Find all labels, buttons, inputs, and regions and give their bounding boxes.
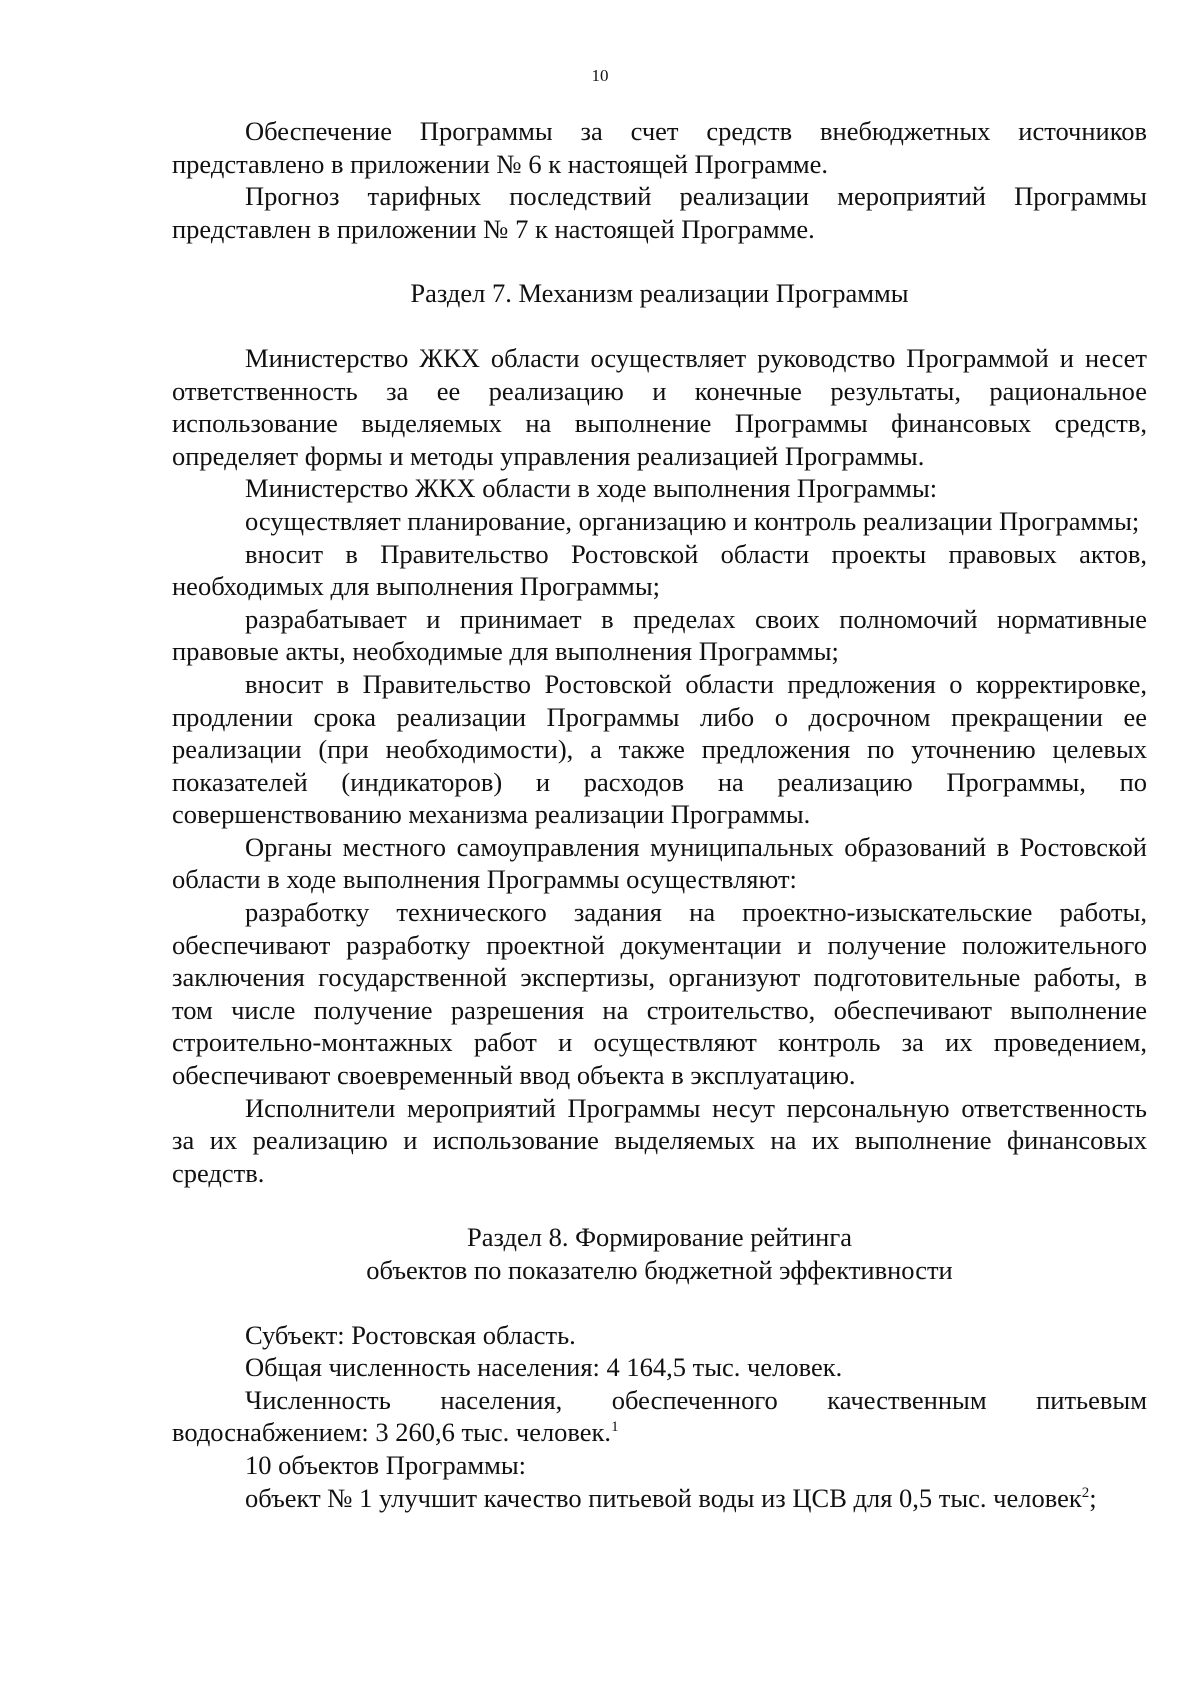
object-1-end: ; [1089,1482,1097,1513]
supplied-population-text: Численность населения, обеспеченного качественным питьевым водоснабжением: 3 260,6 тыс. человек. [172,1384,1147,1448]
footnote-1-marker: 1 [611,1419,619,1436]
paragraph-executors-responsibility: Исполнители мероприятий Программы несут персональную ответственность за их реализацию и использование выделяемых на их выполнение финансовых средств. [172,1092,1147,1188]
section-8-heading-line2: объектов по показателю бюджетной эффективности [366,1255,953,1285]
paragraph-local-authorities-duties: разработку технического задания на проектно-изыскательские работы, обеспечивают разработку проектной документации и получение положительного заключения государственной экспертизы, организуют подготовительные работы, в том числе получение разрешения на строительство, обеспечивают выполнение строительно-монтажных работ и осуществляют контроль за их проведением, обеспечивают своевременный ввод объекта в эксплуатацию. [172,897,1147,1091]
object-1-text: объект № 1 улучшит качество питьевой воды из ЦСВ для 0,5 тыс. человек [245,1482,1082,1513]
document-body [172,115,1147,1514]
paragraph-duty-planning: осуществляет планирование, организацию и контроль реализации Программы; [245,505,1140,536]
page-number: 10 [591,66,609,85]
paragraph-duty-normative-acts: разрабатывает и принимает в пределах своих полномочий нормативные правовые акты, необходимые для выполнения Программы; [172,603,1147,667]
paragraph-funding-extrabudgetary: Обеспечение Программы за счет средств внебюджетных источников представлено в приложении № 6 к настоящей Программе. [172,116,1147,179]
section-7-heading: Раздел 7. Механизм реализации Программы [410,278,909,309]
paragraph-duty-legal-acts: вносит в Правительство Ростовской области проекты правовых актов, необходимых для выполнения Программы; [172,538,1147,602]
section-8-heading-line1: Раздел 8. Формирование рейтинга [466,1222,852,1253]
paragraph-local-authorities-intro: Органы местного самоуправления муниципальных образований в Ростовской области в ходе выполнения Программы осуществляют: [172,831,1147,895]
paragraph-ministry-responsibility: Министерство ЖКХ области осуществляет руководство Программой и несет ответственность за ее реализацию и конечные результаты, рациональное использование выделяемых на выполнение Программы финансовых средств, определяет формы и методы управления реализацией Программы. [172,342,1147,471]
footnote-2-marker: 2 [1081,1484,1090,1501]
paragraph-object-1 [172,1482,1147,1515]
paragraph-subject: Субъект: Ростовская область. [245,1319,576,1350]
paragraph-tariff-forecast: Прогноз тарифных последствий реализации мероприятий Программы представлен в приложении № 7 к настоящей Программе. [172,181,1147,244]
paragraph-objects-count: 10 объектов Программы: [245,1449,527,1480]
paragraph-duty-proposals: вносит в Правительство Ростовской области предложения о корректировке, продлении срока реализации Программы либо о досрочном прекращении ее реализации (при необходимости), а также предложения по уточнению целевых показателей (индикаторов) и расходов на реализацию Программы, по совершенствованию механизма реализации Программы. [172,668,1147,830]
paragraph-supplied-population [172,1384,1147,1449]
paragraph-ministry-duties-intro: Министерство ЖКХ области в ходе выполнения Программы: [245,473,938,504]
paragraph-total-population: Общая численность населения: 4 164,5 тыс. человек. [245,1352,843,1383]
section-8-heading [172,1221,1147,1286]
